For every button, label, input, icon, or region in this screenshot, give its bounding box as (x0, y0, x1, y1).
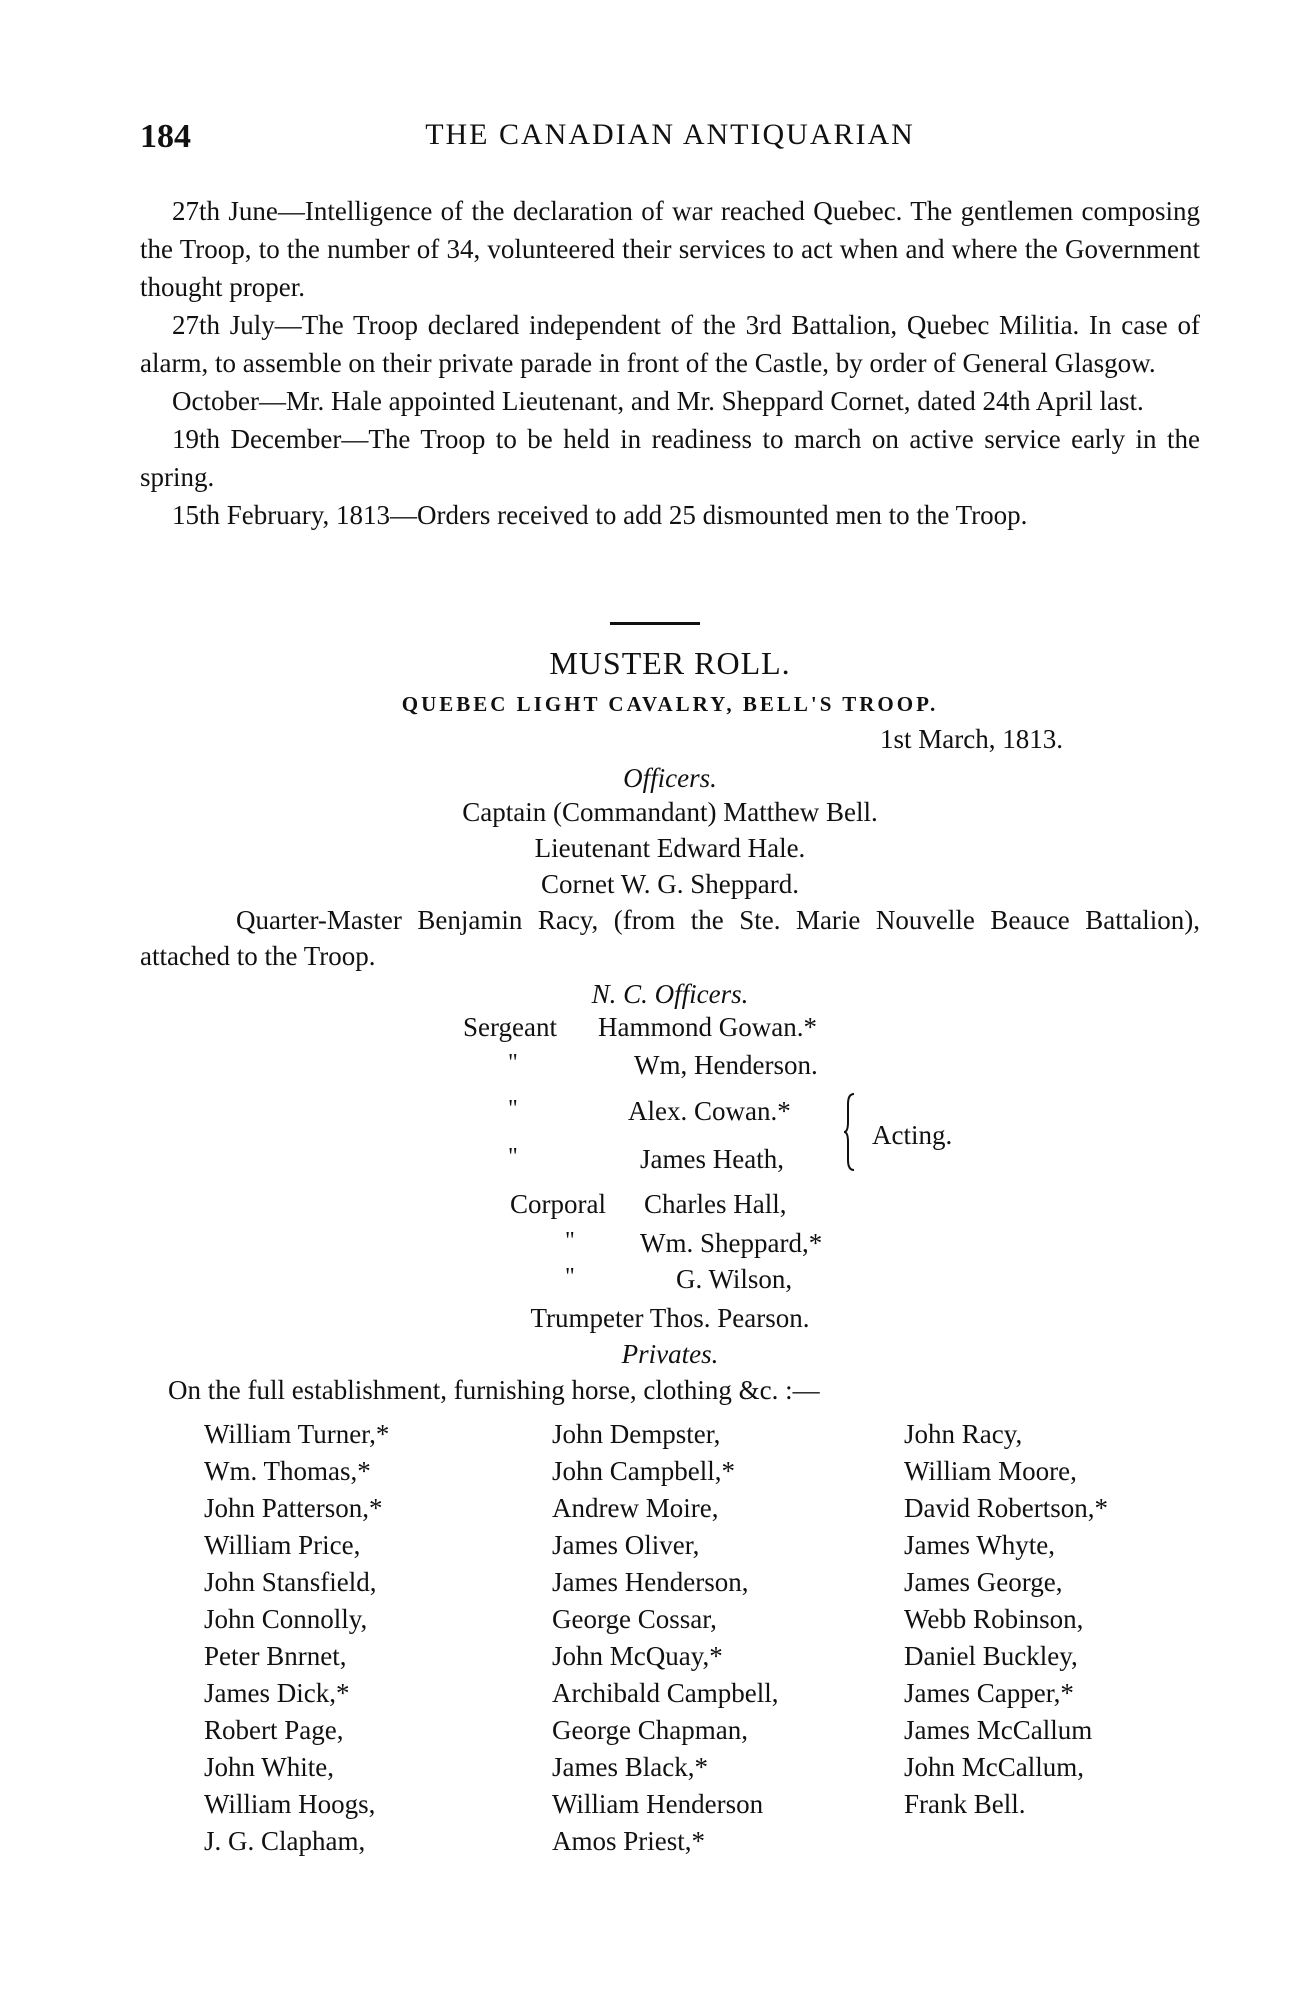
sergeant-rank: Sergeant (463, 1012, 557, 1042)
ditto-mark: " (508, 1096, 518, 1122)
private-name: William Henderson (552, 1789, 764, 1819)
muster-roll-subtitle: QUEBEC LIGHT CAVALRY, BELL'S TROOP. (401, 692, 939, 716)
entry-october: October—Mr. Hale appointed Lieutenant, and Mr. Sheppard Cornet, dated 24th April last. (172, 386, 1144, 416)
private-name: Robert Page, (204, 1715, 344, 1745)
private-name: James Capper,* (904, 1678, 1074, 1708)
corporal-name: Charles Hall, (644, 1189, 787, 1219)
ditto-mark: " (508, 1144, 518, 1170)
private-name: John Racy, (904, 1419, 1023, 1449)
privates-heading: Privates. (621, 1339, 719, 1369)
private-name: Wm. Thomas,* (204, 1456, 371, 1486)
privates-column-1 (204, 1416, 389, 1860)
private-name: William Moore, (904, 1456, 1077, 1486)
private-name: George Cossar, (552, 1604, 717, 1634)
private-name: John White, (204, 1752, 334, 1782)
officers-heading: Officers. (623, 763, 717, 793)
private-name: John Stansfield, (204, 1567, 377, 1597)
entry-july: 27th July—The Troop declared independent of the 3rd Battalion, Quebec Militia. In case of alarm, to assemble on their private parade in front of the Castle, by order of General Glasgow. (140, 310, 1200, 378)
private-name: J. G. Clapham, (204, 1826, 366, 1856)
chronology-entries (140, 192, 1200, 534)
private-name: David Robertson,* (904, 1493, 1108, 1523)
quartermaster-entry (140, 902, 1200, 974)
officer-lieutenant: Lieutenant Edward Hale. (534, 833, 806, 863)
private-name: John Campbell,* (552, 1456, 735, 1486)
ditto-mark: " (565, 1264, 575, 1290)
curly-brace-icon (844, 1092, 860, 1172)
page-number: 184 (140, 118, 191, 155)
private-name: John McQuay,* (552, 1641, 723, 1671)
roll-date: 1st March, 1813. (880, 724, 1063, 754)
corporal-rank: Corporal (510, 1189, 606, 1219)
private-name: Andrew Moire, (552, 1493, 719, 1523)
sergeant-name: James Heath, (640, 1144, 784, 1174)
page-header (140, 118, 1200, 158)
private-name: Webb Robinson, (904, 1604, 1084, 1634)
nco-heading: N. C. Officers. (591, 979, 749, 1009)
ditto-mark: " (508, 1050, 518, 1076)
privates-column-3 (904, 1416, 1108, 1823)
muster-roll-title: MUSTER ROLL. (549, 645, 791, 681)
sergeant-name: Hammond Gowan.* (598, 1012, 817, 1042)
private-name: John Connolly, (204, 1604, 368, 1634)
private-name: James Dick,* (204, 1678, 350, 1708)
officer-captain: Captain (Commandant) Matthew Bell. (462, 797, 878, 827)
officer-cornet: Cornet W. G. Sheppard. (541, 869, 799, 899)
entry-february: 15th February, 1813—Orders received to add 25 dismounted men to the Troop. (172, 500, 1028, 530)
private-name: James McCallum (904, 1715, 1093, 1745)
private-name: Peter Bnrnet, (204, 1641, 347, 1671)
private-name: Amos Priest,* (552, 1826, 706, 1856)
sergeant-name: Wm, Henderson. (634, 1050, 818, 1080)
private-name: James George, (904, 1567, 1063, 1597)
private-name: James Oliver, (552, 1530, 700, 1560)
quartermaster-text: Quarter-Master Benjamin Racy, (from the Ste. Marie Nouvelle Beauce Battalion), attached to the Troop. (140, 905, 1200, 971)
private-name: James Black,* (552, 1752, 708, 1782)
private-name: John McCallum, (904, 1752, 1084, 1782)
corporal-name: G. Wilson, (676, 1264, 793, 1294)
trumpeter-line: Trumpeter Thos. Pearson. (530, 1303, 810, 1333)
private-name: John Patterson,* (204, 1493, 383, 1523)
private-name: James Whyte, (904, 1530, 1055, 1560)
corporal-name: Wm. Sheppard,* (640, 1228, 823, 1258)
acting-label: Acting. (872, 1120, 953, 1150)
private-name: Archibald Campbell, (552, 1678, 779, 1708)
private-name: Daniel Buckley, (904, 1641, 1078, 1671)
private-name: William Hoogs, (204, 1789, 376, 1819)
entry-june: 27th June—Intelligence of the declaration of war reached Quebec. The gentlemen composing the Troop, to the number of 34, volunteered their services to act when and where the Government thought proper. (140, 196, 1200, 302)
entry-december: 19th December—The Troop to be held in readiness to march on active service early in the spring. (140, 424, 1200, 492)
privates-column-2 (552, 1416, 778, 1860)
privates-intro: On the full establishment, furnishing horse, clothing &c. :— (168, 1375, 820, 1405)
private-name: John Dempster, (552, 1419, 721, 1449)
ditto-mark: " (565, 1228, 575, 1254)
private-name: George Chapman, (552, 1715, 748, 1745)
private-name: William Turner,* (204, 1419, 390, 1449)
private-name: William Price, (204, 1530, 361, 1560)
private-name: James Henderson, (552, 1567, 749, 1597)
section-rule (610, 622, 700, 625)
private-name: Frank Bell. (904, 1789, 1026, 1819)
running-title: THE CANADIAN ANTIQUARIAN (425, 118, 915, 151)
sergeant-name: Alex. Cowan.* (628, 1096, 791, 1126)
